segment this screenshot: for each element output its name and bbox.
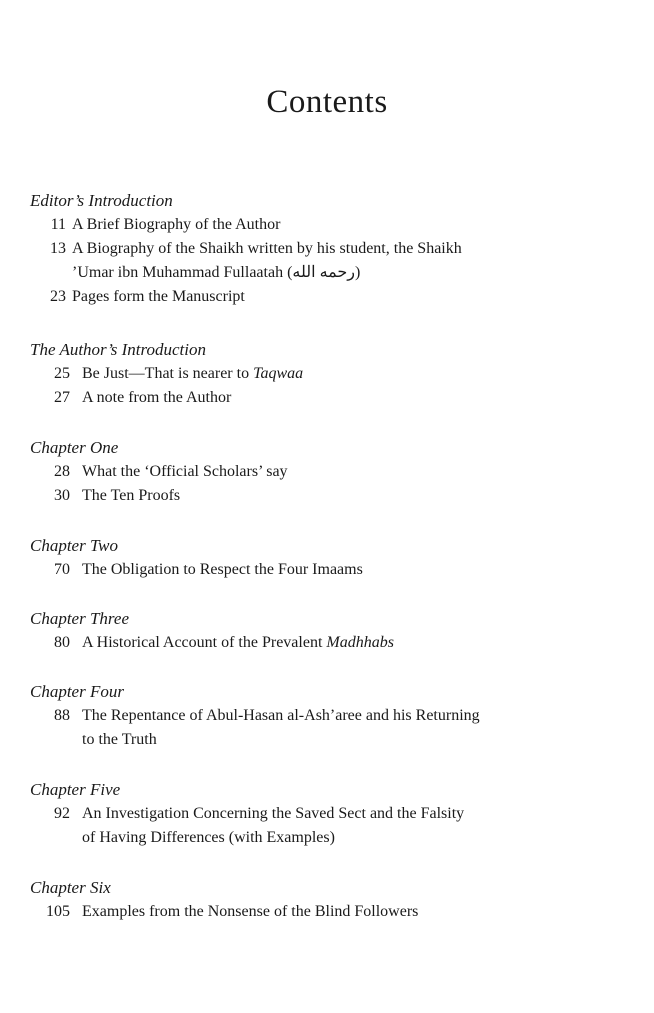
toc-entry[interactable] xyxy=(30,213,630,237)
entry-title: An Investigation Concerning the Saved Sect and the Falsity xyxy=(82,805,465,822)
entry-title-continued: to the Truth xyxy=(82,731,157,748)
section-chapter-six xyxy=(30,876,630,924)
page-number: 11 xyxy=(50,216,66,233)
toc-entry[interactable] xyxy=(30,285,630,309)
page-number: 80 xyxy=(54,634,70,651)
section-heading: Editor’s Introduction xyxy=(30,191,173,210)
section-editors-introduction xyxy=(30,189,630,309)
toc-entry[interactable] xyxy=(30,484,630,508)
section-heading: Chapter Four xyxy=(30,682,124,701)
page-number: 25 xyxy=(54,365,70,382)
entry-title: A Biography of the Shaikh written by his student, the Shaikh xyxy=(72,240,462,257)
entry-title-plain: Be Just—That is nearer to xyxy=(82,365,254,382)
toc-entry[interactable] xyxy=(30,460,630,484)
section-authors-introduction xyxy=(30,338,630,410)
entry-title: Pages form the Manuscript xyxy=(72,288,245,305)
entry-title: What the ‘Official Scholars’ say xyxy=(82,463,288,480)
section-heading: Chapter One xyxy=(30,438,119,457)
page-number: 70 xyxy=(54,561,70,578)
entry-title xyxy=(82,631,602,655)
entry-title-plain: A Historical Account of the Prevalent xyxy=(82,634,327,651)
toc-entry[interactable] xyxy=(30,558,630,582)
toc-entry[interactable] xyxy=(30,802,630,850)
entry-title-continued: ’Umar ibn Muhammad Fullaatah (رحمه الله) xyxy=(72,264,361,281)
section-chapter-two xyxy=(30,534,630,582)
page-number: 30 xyxy=(54,487,70,504)
entry-title: The Ten Proofs xyxy=(82,487,181,504)
entry-title xyxy=(82,362,602,386)
entry-title-continued: of Having Differences (with Examples) xyxy=(82,829,335,846)
page-number: 28 xyxy=(54,463,70,480)
toc-entry[interactable] xyxy=(30,631,630,655)
section-heading: Chapter Three xyxy=(30,609,130,628)
entry-title: A note from the Author xyxy=(82,389,232,406)
section-heading: The Author’s Introduction xyxy=(30,340,206,359)
entry-title: Examples from the Nonsense of the Blind Followers xyxy=(82,903,419,920)
section-heading: Chapter Five xyxy=(30,780,121,799)
section-chapter-three xyxy=(30,607,630,655)
toc-entry[interactable] xyxy=(30,362,630,386)
entry-title-italic: Taqwaa xyxy=(253,365,304,382)
page-number: 23 xyxy=(50,288,66,305)
section-chapter-five xyxy=(30,778,630,850)
page-number: 105 xyxy=(46,903,70,920)
toc-entry[interactable] xyxy=(30,900,630,924)
page-title: Contents xyxy=(266,84,388,120)
section-chapter-one xyxy=(30,436,630,508)
entry-title: The Obligation to Respect the Four Imaams xyxy=(82,561,363,578)
toc-entry[interactable] xyxy=(30,704,630,752)
page-number: 92 xyxy=(54,805,70,822)
section-heading: Chapter Six xyxy=(30,878,111,897)
toc-entry[interactable] xyxy=(30,386,630,410)
page-number: 27 xyxy=(54,389,70,406)
section-heading: Chapter Two xyxy=(30,536,119,555)
entry-title: A Brief Biography of the Author xyxy=(72,216,281,233)
section-chapter-four xyxy=(30,680,630,752)
entry-title-italic: Madhhabs xyxy=(326,634,394,651)
page-number: 13 xyxy=(50,240,66,257)
toc-entry[interactable] xyxy=(30,237,630,285)
entry-title: The Repentance of Abul-Hasan al-Ash’aree and his Returning xyxy=(82,707,480,724)
page-number: 88 xyxy=(54,707,70,724)
